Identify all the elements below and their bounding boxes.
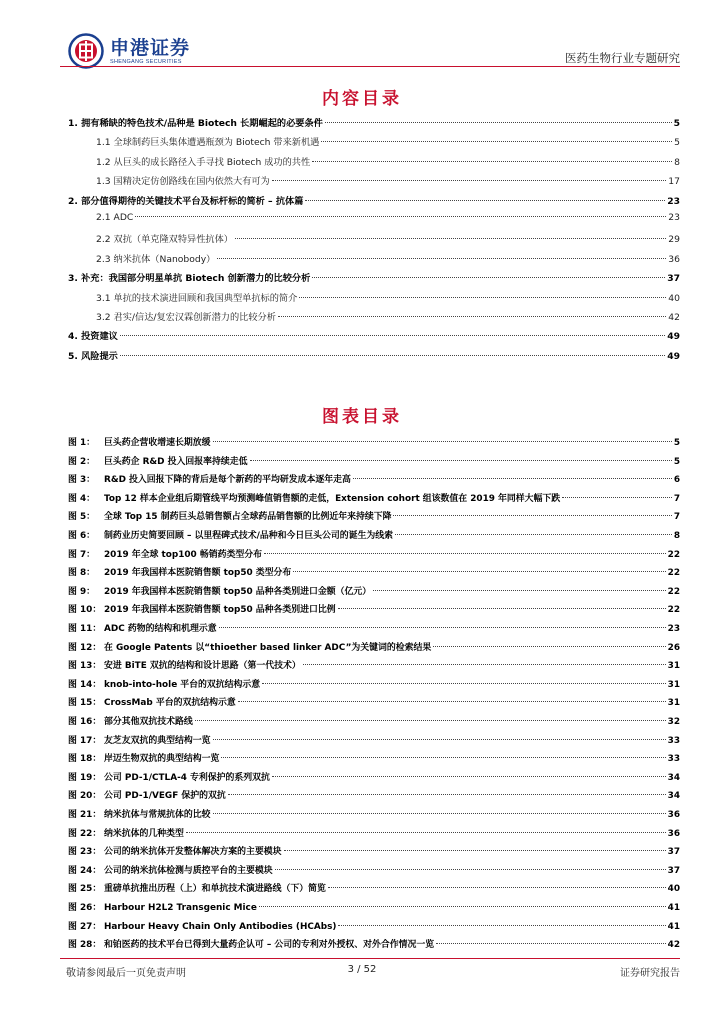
dot-leader: [338, 608, 666, 609]
figure-number: 图 19：: [68, 772, 102, 783]
figure-page: 36: [667, 810, 680, 820]
figure-page: 32: [667, 717, 680, 727]
figure-caption: R&D 投入回报下降的背后是每个新药的平均研发成本逐年走高: [104, 475, 351, 486]
figure-caption: 全球 Top 15 制药巨头总销售额占全球药品销售额的比例近年来持续下降: [104, 512, 392, 523]
toc-entry-label: 4. 投资建议: [68, 331, 118, 343]
figure-number: 图 14：: [68, 679, 102, 690]
figure-caption: knob-into-hole 平台的双抗结构示意: [104, 679, 261, 690]
figure-number: 图 24：: [68, 865, 102, 876]
figure-caption: 纳米抗体的几种类型: [104, 828, 184, 839]
figure-caption: 巨头药企 R&D 投入回报率持续走低: [104, 456, 248, 467]
toc-entry-page: 23: [667, 195, 680, 207]
toc-entry-label: 1.3 国精决定仿创路线在国内依然大有可为: [96, 176, 270, 188]
toc-title: 内容目录: [322, 89, 402, 109]
figure-caption: 在 Google Patents 以“thioether based linker ADC”为关键词的检索结果: [104, 642, 432, 653]
figure-list-entry[interactable]: [68, 826, 680, 840]
figure-caption: 制药业历史简要回顾 – 以里程碑式技术/品种和今日巨头公司的诞生为线索: [104, 531, 393, 541]
header-divider: [60, 66, 680, 67]
toc-entry-page: 49: [667, 350, 680, 362]
dot-leader: [221, 757, 665, 758]
figure-list-entry[interactable]: [68, 509, 680, 523]
figure-page: 7: [673, 512, 680, 523]
toc-chapter-entry[interactable]: [68, 115, 680, 129]
figure-number: 图 12：: [68, 642, 102, 653]
figure-list-entry[interactable]: [68, 788, 680, 802]
dot-leader: [353, 478, 672, 479]
figure-caption: 和铂医药的技术平台已得到大量药企认可 – 公司的专利对外授权、对外合作情况一览: [104, 940, 435, 951]
dot-leader: [195, 720, 666, 721]
figure-page: 22: [667, 549, 680, 560]
report-type: 医药生物行业专题研究: [565, 51, 680, 65]
figure-caption: 2019 年我国样本医院销售额 top50 品种各类别进口比例: [104, 605, 336, 616]
toc-entry-label: 2.1 ADC: [96, 212, 134, 223]
toc-entry-label: 1.2 从巨头的成长路径入手寻找 Biotech 成功的共性: [96, 156, 311, 168]
figure-number: 图 6：: [68, 531, 96, 541]
toc-section-entry[interactable]: [96, 290, 680, 304]
figure-caption: 公司 PD-1/VEGF 保护的双抗: [104, 791, 226, 802]
figure-page: 31: [667, 661, 680, 672]
dot-leader: [278, 316, 666, 317]
figure-caption: 公司的纳米抗体检测与质控平台的主要模块: [104, 865, 273, 876]
figure-number: 图 7：: [68, 549, 96, 560]
figure-number: 图 26：: [68, 903, 102, 913]
dot-leader: [213, 441, 672, 442]
toc-entry-page: 8: [674, 156, 680, 168]
toc-section-entry[interactable]: [96, 231, 680, 245]
dot-leader: [213, 813, 666, 814]
toc-section-entry[interactable]: [96, 212, 680, 226]
toc-entry-page: 37: [667, 273, 680, 285]
dot-leader: [217, 258, 666, 259]
figure-page: 22: [667, 605, 680, 616]
dot-leader: [328, 887, 666, 888]
dot-leader: [259, 906, 666, 907]
figure-number: 图 15：: [68, 698, 102, 709]
figure-number: 图 8：: [68, 568, 96, 579]
dot-leader: [228, 794, 666, 795]
figure-number: 图 13：: [68, 661, 102, 672]
figure-list-entry[interactable]: [68, 844, 680, 858]
figures-title: 图表目录: [322, 407, 402, 427]
logo-chinese-name: 申港证券: [110, 36, 191, 59]
figure-page: 8: [673, 531, 680, 541]
figure-caption: 岸迈生物双抗的典型结构一览: [104, 754, 220, 765]
figure-caption: 2019 年我国样本医院销售额 top50 品种各类别进口金额（亿元）: [104, 586, 372, 597]
figure-caption: 安进 BiTE 双抗的结构和设计思路（第一代技术）: [104, 661, 301, 672]
figure-number: 图 5：: [68, 512, 96, 523]
figure-page: 41: [667, 921, 680, 932]
figure-number: 图 9：: [68, 586, 96, 597]
toc-entry-page: 36: [668, 253, 680, 265]
figure-list-entry[interactable]: [68, 863, 680, 877]
figure-page: 34: [667, 772, 680, 783]
figure-number: 图 21：: [68, 810, 102, 820]
toc-entry-label: 5. 风险提示: [68, 350, 118, 362]
dot-leader: [135, 216, 666, 217]
dot-leader: [395, 534, 672, 535]
figure-list-entry[interactable]: [68, 640, 680, 654]
figure-caption: CrossMab 平台的双抗结构示意: [104, 698, 236, 709]
toc-section-entry[interactable]: [96, 154, 680, 168]
figure-list-entry[interactable]: [68, 584, 680, 598]
dot-leader: [272, 180, 667, 181]
figure-caption: 巨头药企营收增速长期放缓: [104, 438, 211, 448]
figure-number: 图 3：: [68, 475, 96, 486]
figure-page: 37: [667, 847, 680, 858]
dot-leader: [433, 646, 665, 647]
figure-list-entry[interactable]: [68, 695, 680, 709]
figure-number: 图 16：: [68, 717, 102, 727]
dot-leader: [321, 141, 672, 142]
figure-list-entry[interactable]: [68, 435, 680, 449]
figure-list-entry[interactable]: [68, 565, 680, 579]
figure-page: 33: [667, 754, 680, 765]
figure-number: 图 22：: [68, 828, 102, 839]
figure-list-entry[interactable]: [68, 751, 680, 765]
figure-caption: Harbour H2L2 Transgenic Mice: [104, 903, 257, 913]
figure-page: 22: [667, 568, 680, 579]
company-logo: [68, 33, 190, 69]
footer-doc-type: 证券研究报告: [620, 968, 680, 979]
toc-entry-label: 2.3 纳米抗体（Nanobody）: [96, 253, 216, 265]
figure-caption: 2019 年我国样本医院销售额 top50 类型分布: [104, 568, 292, 579]
figure-caption: ADC 药物的结构和机理示意: [104, 624, 217, 634]
dot-leader: [299, 297, 666, 298]
figure-page: 36: [667, 828, 680, 839]
figure-list-entry[interactable]: [68, 900, 680, 914]
dot-leader: [213, 739, 666, 740]
toc-chapter-entry[interactable]: [68, 270, 680, 284]
figure-number: 图 25：: [68, 884, 102, 895]
footer-divider: [60, 958, 680, 959]
dot-leader: [120, 355, 665, 356]
figure-list-entry[interactable]: [68, 472, 680, 486]
toc-entry-page: 49: [667, 331, 680, 343]
figure-list-entry[interactable]: [68, 714, 680, 728]
toc-entry-page: 23: [668, 212, 680, 223]
figure-list-entry[interactable]: [68, 602, 680, 616]
figure-page: 7: [673, 493, 680, 504]
figure-number: 图 23：: [68, 847, 102, 858]
dot-leader: [272, 776, 666, 777]
toc-section-entry[interactable]: [96, 309, 680, 323]
figure-page: 26: [667, 642, 680, 653]
dot-leader: [436, 943, 666, 944]
figure-list-entry[interactable]: [68, 770, 680, 784]
figure-caption: 纳米抗体与常规抗体的比较: [104, 810, 211, 820]
dot-leader: [235, 238, 666, 239]
figure-list-entry[interactable]: [68, 528, 680, 542]
page-indicator: 3 / 52: [347, 964, 377, 975]
dot-leader: [338, 925, 665, 926]
figure-number: 图 2：: [68, 456, 96, 467]
toc-entry-page: 17: [668, 176, 680, 188]
dot-leader: [373, 590, 666, 591]
toc-entry-label: 3.2 君实/信达/复宏汉霖创新潜力的比较分析: [96, 312, 276, 323]
figure-list-entry[interactable]: [68, 919, 680, 933]
figure-caption: 公司的纳米抗体开发整体解决方案的主要模块: [104, 847, 282, 858]
figure-caption: 2019 年全球 top100 畅销药类型分布: [104, 549, 262, 560]
figure-number: 图 17：: [68, 735, 102, 746]
figure-number: 图 28：: [68, 940, 102, 951]
figure-list-entry[interactable]: [68, 881, 680, 895]
figure-page: 22: [667, 586, 680, 597]
dot-leader: [325, 122, 672, 123]
dot-leader: [393, 515, 671, 516]
figure-page: 41: [667, 903, 680, 913]
dot-leader: [120, 335, 665, 336]
toc-entry-page: 5: [673, 118, 680, 129]
figure-number: 图 20：: [68, 791, 102, 802]
dot-leader: [312, 277, 665, 278]
figure-number: 图 10：: [68, 605, 102, 616]
dot-leader: [284, 850, 666, 851]
figure-list-entry[interactable]: [68, 454, 680, 468]
company-logo-icon: [68, 33, 104, 69]
figure-page: 5: [673, 456, 680, 467]
figure-caption: 公司 PD-1/CTLA-4 专利保护的系列双抗: [104, 772, 270, 783]
toc-chapter-entry[interactable]: [68, 328, 680, 342]
figure-list-entry[interactable]: [68, 677, 680, 691]
figure-number: 图 1：: [68, 438, 96, 448]
dot-leader: [303, 664, 666, 665]
figure-page: 34: [667, 791, 680, 802]
dot-leader: [293, 571, 665, 572]
figure-number: 图 11：: [68, 624, 102, 634]
figure-list-entry[interactable]: [68, 807, 680, 821]
figure-caption: 友芝友双抗的典型结构一览: [104, 735, 211, 746]
figure-page: 23: [667, 624, 680, 634]
figure-caption: 重磅单抗推出历程（上）和单抗技术演进路线（下）简览: [104, 884, 326, 895]
figure-list-entry[interactable]: [68, 621, 680, 635]
dot-leader: [312, 161, 672, 162]
toc-entry-page: 5: [674, 137, 680, 149]
toc-entry-label: 3. 补充：我国部分明星单抗 Biotech 创新潜力的比较分析: [68, 273, 311, 285]
dot-leader: [262, 683, 665, 684]
toc-entry-label: 1. 拥有稀缺的特色技术/品种是 Biotech 长期崛起的必要条件: [68, 118, 323, 129]
figure-page: 42: [667, 940, 680, 951]
toc-entry-label: 2.2 双抗（单克隆双特异性抗体）: [96, 234, 233, 246]
figure-page: 37: [667, 865, 680, 876]
toc-chapter-entry[interactable]: [68, 193, 680, 207]
toc-section-entry[interactable]: [96, 251, 680, 265]
logo-english-name: SHENGANG SECURITIES: [110, 58, 182, 65]
figure-list-entry[interactable]: [68, 733, 680, 747]
figure-page: 5: [673, 438, 680, 448]
dot-leader: [250, 460, 672, 461]
dot-leader: [219, 627, 666, 628]
toc-entry-page: 42: [668, 312, 680, 323]
figure-number: 图 4：: [68, 493, 96, 504]
dot-leader: [238, 701, 666, 702]
figure-caption: Harbour Heavy Chain Only Antibodies (HCAbs): [104, 921, 337, 932]
figure-page: 31: [667, 698, 680, 709]
toc-entry-label: 1.1 全球制药巨头集体遭遇瓶颈为 Biotech 带来新机遇: [96, 137, 320, 149]
toc-section-entry[interactable]: [96, 173, 680, 187]
toc-entry-page: 40: [668, 292, 680, 304]
toc-entry-label: 3.1 单抗的技术演进回顾和我国典型单抗标的简介: [96, 292, 298, 304]
page-header: [60, 30, 680, 74]
dot-leader: [186, 832, 666, 833]
figure-page: 40: [667, 884, 680, 895]
figure-number: 图 27：: [68, 921, 102, 932]
figure-number: 图 18：: [68, 754, 102, 765]
figure-caption: 部分其他双抗技术路线: [104, 717, 193, 727]
dot-leader: [264, 553, 666, 554]
figure-list-entry[interactable]: [68, 937, 680, 951]
dot-leader: [305, 200, 665, 201]
dot-leader: [562, 497, 672, 498]
figure-page: 6: [673, 475, 680, 486]
toc-entry-label: 2. 部分值得期待的关键技术平台及标杆标的简析 – 抗体篇: [68, 195, 304, 207]
figure-list-entry[interactable]: [68, 658, 680, 672]
figure-page: 31: [667, 679, 680, 690]
figure-caption: Top 12 样本企业组后期管线平均预测峰值销售额的走低，Extension cohort 组该数值在 2019 年同样大幅下跌: [104, 493, 561, 504]
figure-list-entry[interactable]: [68, 491, 680, 505]
figure-list-entry[interactable]: [68, 547, 680, 561]
figure-page: 33: [667, 735, 680, 746]
toc-chapter-entry[interactable]: [68, 348, 680, 362]
toc-section-entry[interactable]: [96, 134, 680, 148]
footer-disclaimer: 敬请参阅最后一页免责声明: [66, 968, 186, 979]
toc-entry-page: 29: [668, 234, 680, 246]
dot-leader: [275, 869, 666, 870]
